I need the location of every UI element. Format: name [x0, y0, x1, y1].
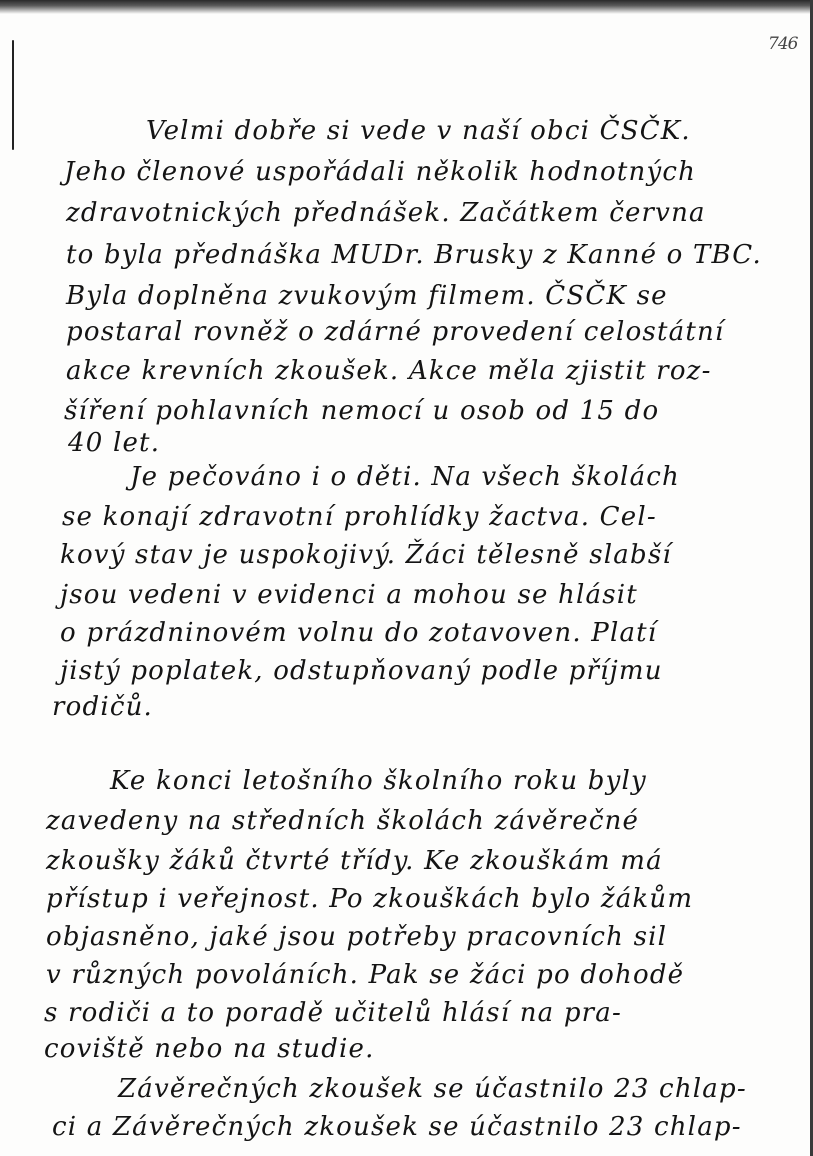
text-line: coviště nebo na studie.: [44, 1034, 375, 1064]
text-line: postaral rovněž o zdárné provedení celostátní: [66, 317, 725, 347]
text-line: Jeho členové uspořádali několik hodnotných: [64, 157, 697, 187]
text-line: Je pečováno i o děti. Na všech školách: [130, 462, 680, 492]
text-line: šíření pohlavních nemocí u osob od 15 do: [64, 396, 660, 426]
text-line: objasněno, jaké jsou potřeby pracovních sil: [46, 922, 668, 952]
text-line: jsou vedeni v evidenci a mohou se hlásit: [60, 580, 638, 610]
text-line: Ke konci letošního školního roku byly: [110, 766, 647, 796]
text-line: se konají zdravotní prohlídky žactva. Cel-: [62, 502, 657, 532]
text-line: v různých povoláních. Pak se žáci po dohodě: [46, 960, 685, 990]
text-line: Velmi dobře si vede v naší obci ČSČK.: [146, 116, 691, 146]
text-line: zavedeny na středních školách závěrečné: [46, 806, 640, 836]
text-line: 40 let.: [68, 428, 161, 458]
scan-top-edge: [0, 0, 813, 14]
text-line: akce krevních zkoušek. Akce měla zjistit roz-: [66, 356, 712, 386]
text-line: zkoušky žáků čtvrté třídy. Ke zkouškám má: [46, 846, 663, 876]
text-line: zdravotnických přednášek. Začátkem června: [66, 198, 706, 228]
text-line-struck: ci a Závěrečných zkoušek se účastnilo 23 chlap-: [52, 1112, 742, 1142]
page-number: 746: [768, 34, 798, 54]
margin-pen-line: [12, 40, 14, 150]
text-line: o prázdninovém volnu do zotavoven. Platí: [60, 618, 658, 648]
text-line: jistý poplatek, odstupňovaný podle příjmu: [60, 656, 663, 686]
text-line: Byla doplněna zvukovým filmem. ČSČK se: [66, 281, 668, 311]
text-line: rodičů.: [52, 692, 154, 722]
text-line: kový stav je uspokojivý. Žáci tělesně slabší: [60, 540, 672, 570]
text-line: přístup i veřejnost. Po zkouškách bylo žákům: [46, 884, 694, 914]
text-line: s rodiči a to poradě učitelů hlásí na pra-: [44, 998, 622, 1028]
text-line: to byla přednáška MUDr. Brusky z Kanné o TBC.: [66, 240, 762, 270]
text-line: Závěrečných zkoušek se účastnilo 23 chlap-: [118, 1074, 747, 1104]
